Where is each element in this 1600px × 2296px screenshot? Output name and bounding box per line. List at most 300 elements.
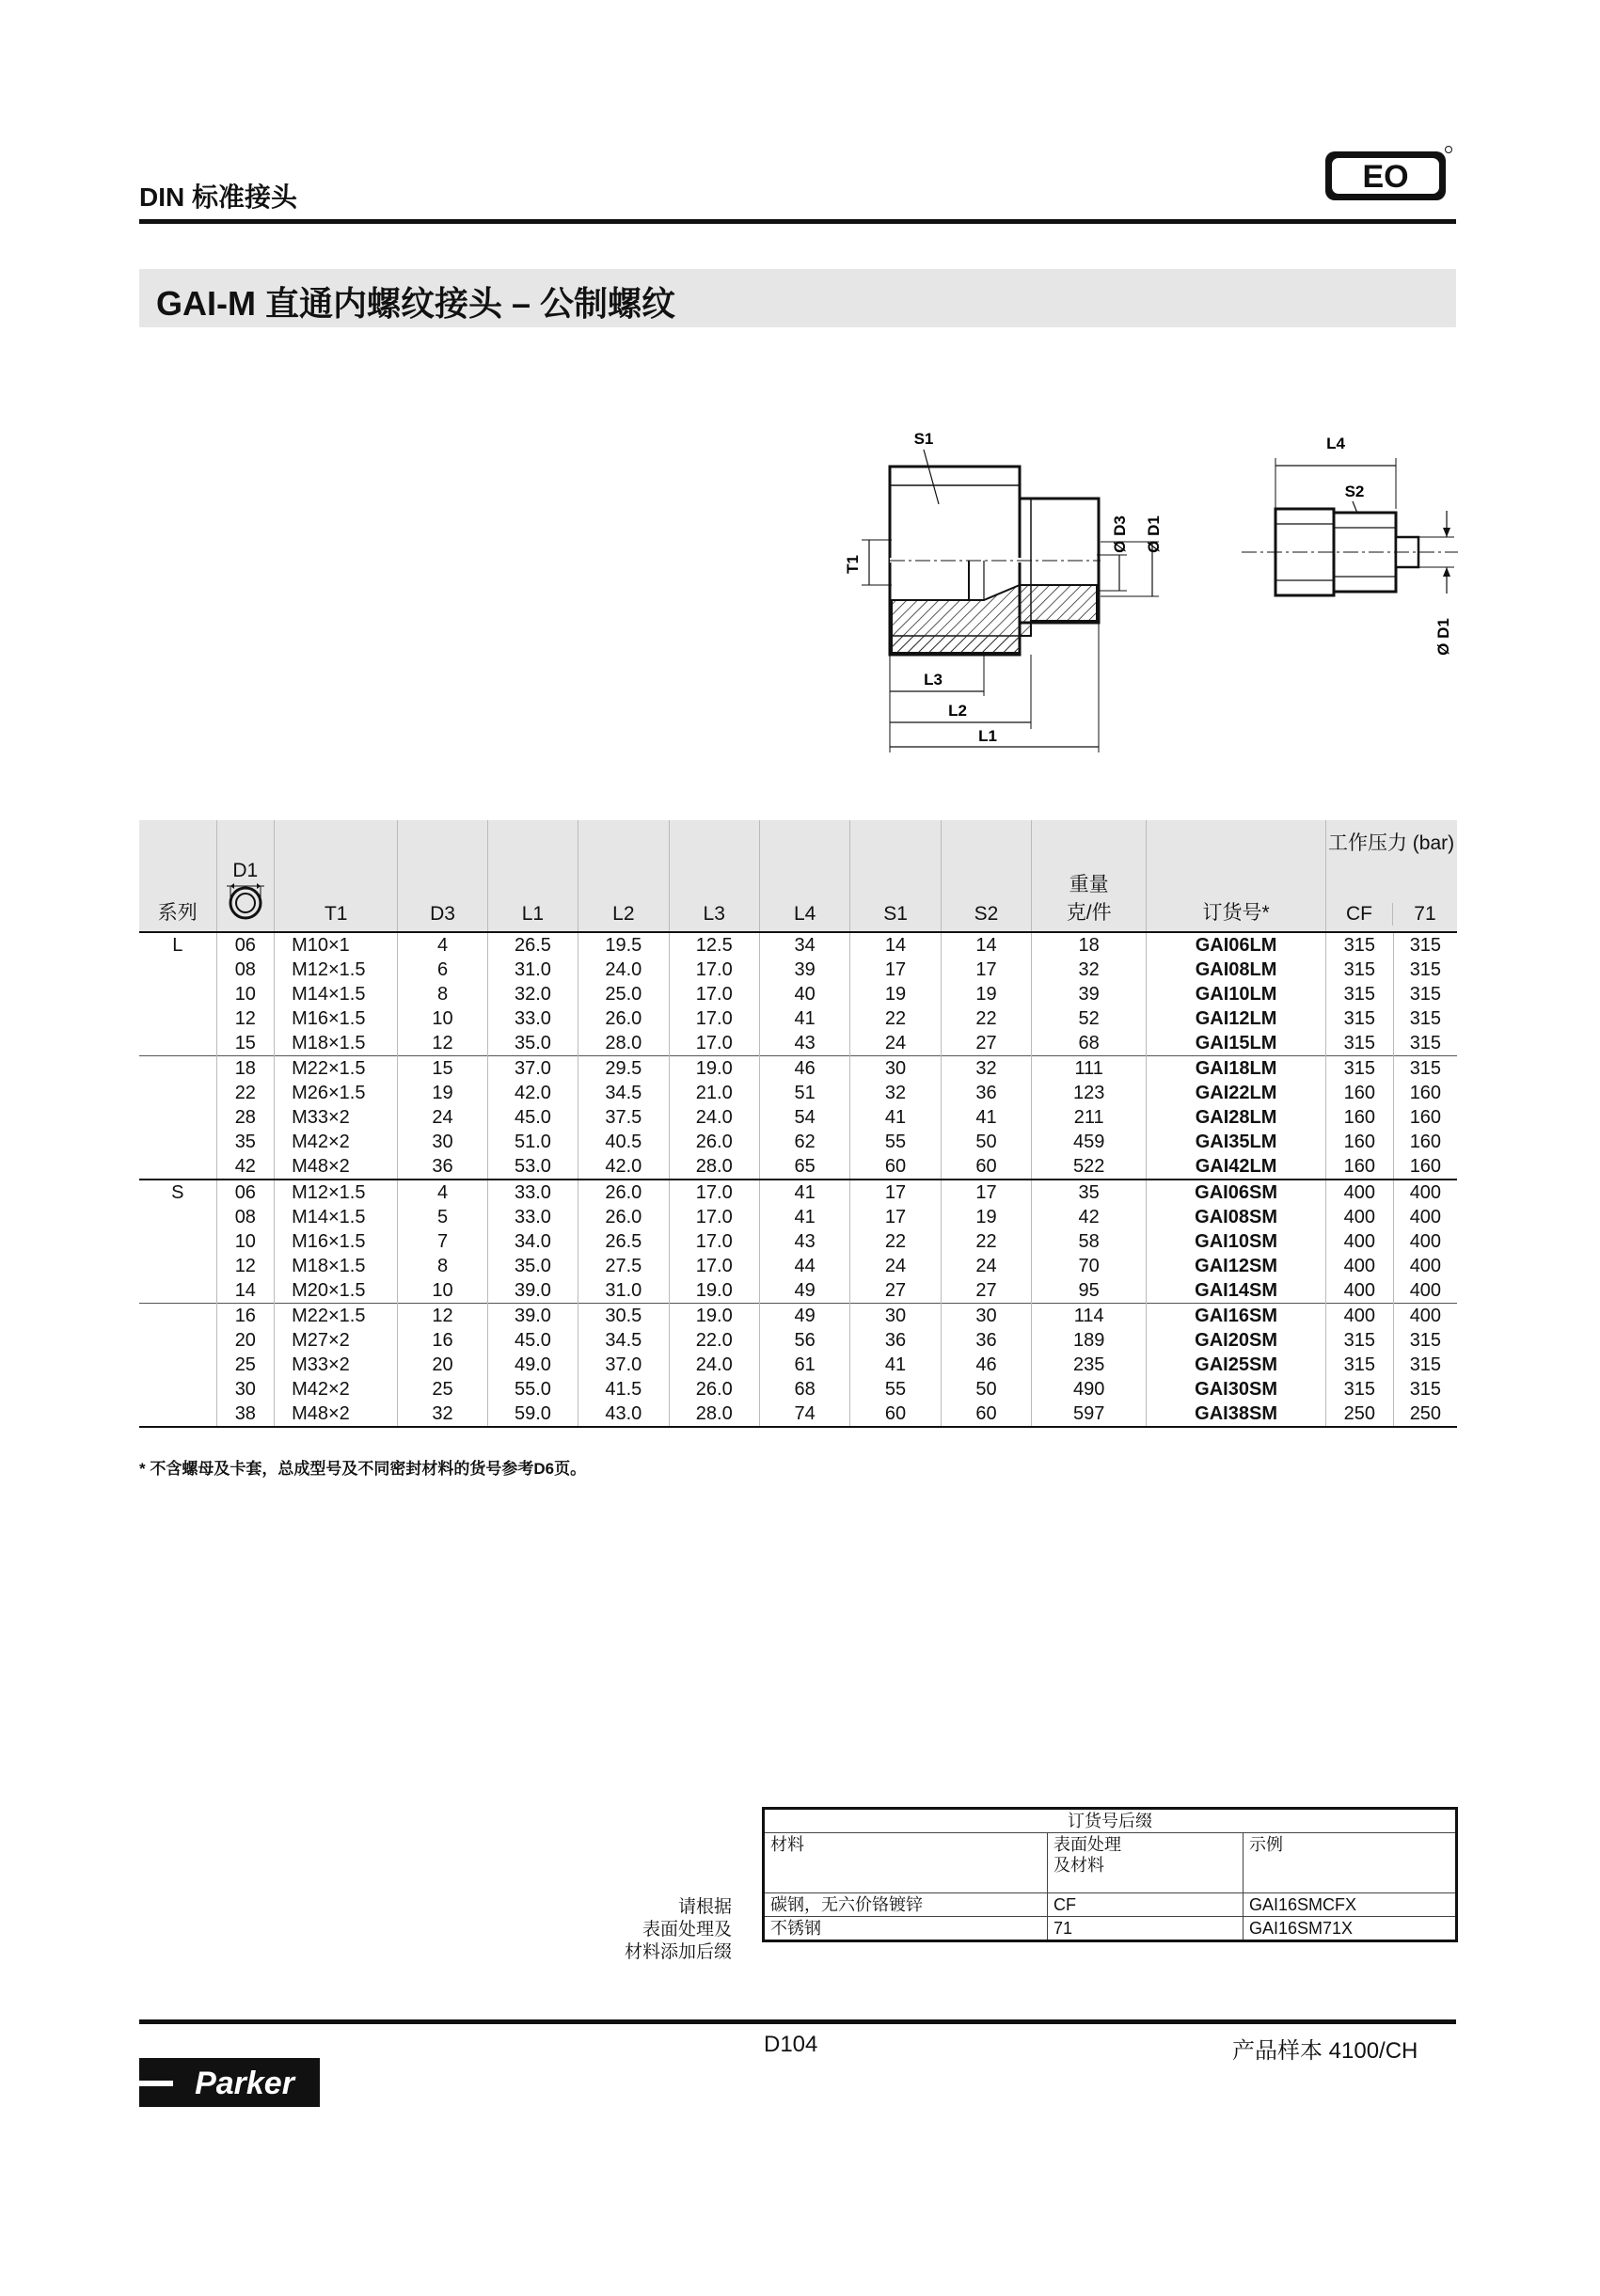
- cell-cf: 160: [1325, 1105, 1393, 1130]
- cell-l2: 25.0: [578, 982, 669, 1006]
- suffix-header-finish: 表面处理 及材料: [1048, 1833, 1244, 1893]
- cell-series: [139, 958, 216, 982]
- cell-s2: 32: [941, 1056, 1031, 1082]
- cell-d3: 4: [398, 1180, 487, 1205]
- cell-l4: 46: [759, 1056, 849, 1082]
- cell-series: [139, 1154, 216, 1180]
- cell-l3: 28.0: [669, 1401, 759, 1427]
- cell-l1: 32.0: [487, 982, 578, 1006]
- cell-s2: 22: [941, 1229, 1031, 1254]
- cell-s2: 60: [941, 1401, 1031, 1427]
- cell-series: [139, 1105, 216, 1130]
- cell-d3: 4: [398, 932, 487, 958]
- cell-l2: 42.0: [578, 1154, 669, 1180]
- cell-t1: M27×2: [275, 1328, 398, 1353]
- table-row: [139, 1229, 1457, 1254]
- cell-p71: 315: [1393, 1377, 1457, 1401]
- cell-order: GAI35LM: [1147, 1130, 1326, 1154]
- cell-t1: M18×1.5: [275, 1031, 398, 1056]
- cell-s2: 46: [941, 1353, 1031, 1377]
- cell-s1: 17: [850, 1180, 941, 1205]
- cell-l2: 26.0: [578, 1205, 669, 1229]
- cell-cf: 315: [1325, 1377, 1393, 1401]
- cell-d1: 22: [216, 1081, 275, 1105]
- cell-l1: 33.0: [487, 1180, 578, 1205]
- cell-d1: 18: [216, 1056, 275, 1082]
- col-series: 系列: [139, 820, 216, 932]
- cell-cf: 160: [1325, 1154, 1393, 1180]
- cell-l1: 55.0: [487, 1377, 578, 1401]
- cell-d1: 12: [216, 1254, 275, 1278]
- cell-weight: 58: [1032, 1229, 1147, 1254]
- table-row: [139, 1180, 1457, 1205]
- cell-weight: 111: [1032, 1056, 1147, 1082]
- cell-s2: 30: [941, 1304, 1031, 1329]
- section-title: DIN 标准接头: [139, 182, 298, 212]
- cell-cf: 315: [1325, 1328, 1393, 1353]
- cell-d3: 15: [398, 1056, 487, 1082]
- cell-d1: 12: [216, 1006, 275, 1031]
- cell-series: [139, 1006, 216, 1031]
- cell-d3: 20: [398, 1353, 487, 1377]
- cell-l1: 33.0: [487, 1006, 578, 1031]
- cell-s2: 17: [941, 958, 1031, 982]
- cell-d1: 08: [216, 1205, 275, 1229]
- cell-t1: M42×2: [275, 1130, 398, 1154]
- eo-logo-text: EO: [1362, 159, 1409, 195]
- cell-weight: 123: [1032, 1081, 1147, 1105]
- cell-cf: 315: [1325, 1006, 1393, 1031]
- cell-d1: 10: [216, 1229, 275, 1254]
- cell-d3: 10: [398, 1278, 487, 1304]
- cell-l3: 17.0: [669, 982, 759, 1006]
- cell-weight: 522: [1032, 1154, 1147, 1180]
- cell-l2: 40.5: [578, 1130, 669, 1154]
- cell-series: [139, 1081, 216, 1105]
- cell-l3: 17.0: [669, 1254, 759, 1278]
- cell-d3: 25: [398, 1377, 487, 1401]
- cell-l4: 61: [759, 1353, 849, 1377]
- cell-weight: 35: [1032, 1180, 1147, 1205]
- cell-l2: 30.5: [578, 1304, 669, 1329]
- cell-l2: 43.0: [578, 1401, 669, 1427]
- cell-d1: 14: [216, 1278, 275, 1304]
- cell-d1: 10: [216, 982, 275, 1006]
- cell-t1: M22×1.5: [275, 1304, 398, 1329]
- cell-order: GAI15LM: [1147, 1031, 1326, 1056]
- cell-l2: 34.5: [578, 1081, 669, 1105]
- cell-l2: 26.0: [578, 1180, 669, 1205]
- col-d1-label: D1: [232, 860, 259, 881]
- cell-s1: 55: [850, 1130, 941, 1154]
- table-row: [139, 1154, 1457, 1180]
- cell-d3: 10: [398, 1006, 487, 1031]
- cell-p71: 160: [1393, 1081, 1457, 1105]
- l4-label: L4: [1326, 435, 1345, 452]
- cell-t1: M20×1.5: [275, 1278, 398, 1304]
- cell-p71: 315: [1393, 1031, 1457, 1056]
- cell-l2: 24.0: [578, 958, 669, 982]
- cell-s2: 41: [941, 1105, 1031, 1130]
- cell-d3: 30: [398, 1130, 487, 1154]
- cell-l4: 39: [759, 958, 849, 982]
- cell-l4: 49: [759, 1304, 849, 1329]
- table-row: [139, 1105, 1457, 1130]
- cell-p71: 315: [1393, 982, 1457, 1006]
- cell-t1: M33×2: [275, 1105, 398, 1130]
- cell-order: GAI10SM: [1147, 1229, 1326, 1254]
- col-cf: CF: [1345, 903, 1372, 925]
- cell-d1: 15: [216, 1031, 275, 1056]
- suffix-header-example: 示例: [1244, 1833, 1457, 1893]
- cell-l2: 34.5: [578, 1328, 669, 1353]
- cell-p71: 315: [1393, 1328, 1457, 1353]
- cell-weight: 39: [1032, 982, 1147, 1006]
- cell-series: [139, 982, 216, 1006]
- cell-d3: 12: [398, 1031, 487, 1056]
- spec-table: [139, 820, 1457, 1428]
- cell-l1: 51.0: [487, 1130, 578, 1154]
- cell-d3: 16: [398, 1328, 487, 1353]
- cell-p71: 160: [1393, 1130, 1457, 1154]
- cell-l2: 37.5: [578, 1105, 669, 1130]
- cell-l4: 43: [759, 1031, 849, 1056]
- cell-series: [139, 1229, 216, 1254]
- cell-s1: 24: [850, 1254, 941, 1278]
- cell-l1: 39.0: [487, 1278, 578, 1304]
- table-row: [139, 1006, 1457, 1031]
- cell-l4: 43: [759, 1229, 849, 1254]
- suffix-cell: 不锈钢: [764, 1917, 1048, 1941]
- cell-l1: 49.0: [487, 1353, 578, 1377]
- parker-logo-text: Parker: [195, 2066, 294, 2101]
- footer-rule: [139, 2019, 1456, 2024]
- s2-label: S2: [1344, 483, 1365, 500]
- cell-order: GAI22LM: [1147, 1081, 1326, 1105]
- cell-l3: 24.0: [669, 1105, 759, 1130]
- cell-series: [139, 1377, 216, 1401]
- cell-order: GAI06LM: [1147, 932, 1326, 958]
- cell-l3: 17.0: [669, 958, 759, 982]
- s1-label: S1: [913, 430, 934, 448]
- cell-series: [139, 1205, 216, 1229]
- cell-l4: 41: [759, 1205, 849, 1229]
- table-row: [139, 1205, 1457, 1229]
- cell-d1: 06: [216, 1180, 275, 1205]
- cell-l3: 19.0: [669, 1304, 759, 1329]
- cell-cf: 250: [1325, 1401, 1393, 1427]
- cell-t1: M10×1: [275, 932, 398, 958]
- cell-l2: 29.5: [578, 1056, 669, 1082]
- cell-d3: 7: [398, 1229, 487, 1254]
- cell-cf: 400: [1325, 1254, 1393, 1278]
- suffix-note-line: 材料添加后缀: [624, 1942, 732, 1962]
- table-row: [139, 1081, 1457, 1105]
- cell-order: GAI28LM: [1147, 1105, 1326, 1130]
- cell-order: GAI16SM: [1147, 1304, 1326, 1329]
- cell-cf: 315: [1325, 932, 1393, 958]
- cell-p71: 400: [1393, 1180, 1457, 1205]
- cell-cf: 400: [1325, 1278, 1393, 1304]
- cell-s2: 27: [941, 1031, 1031, 1056]
- table-row: [139, 1328, 1457, 1353]
- fitting-section-drawing: [828, 423, 1204, 762]
- cell-p71: 160: [1393, 1105, 1457, 1130]
- cell-s1: 41: [850, 1353, 941, 1377]
- cell-s2: 27: [941, 1278, 1031, 1304]
- cell-l3: 17.0: [669, 1205, 759, 1229]
- suffix-cell: GAI16SMCFX: [1244, 1893, 1457, 1917]
- cell-series: [139, 1056, 216, 1082]
- cell-weight: 235: [1032, 1353, 1147, 1377]
- cell-d1: 35: [216, 1130, 275, 1154]
- cell-p71: 315: [1393, 1353, 1457, 1377]
- cell-t1: M42×2: [275, 1377, 398, 1401]
- fitting-assembly-drawing: [1242, 428, 1467, 701]
- cell-l4: 34: [759, 932, 849, 958]
- col-weight-bottom: 克/件: [1066, 902, 1112, 924]
- table-row: [139, 1056, 1457, 1082]
- suffix-note: [564, 1896, 732, 1964]
- cell-s1: 22: [850, 1229, 941, 1254]
- cell-order: GAI20SM: [1147, 1328, 1326, 1353]
- cell-order: GAI12LM: [1147, 1006, 1326, 1031]
- cell-l4: 56: [759, 1328, 849, 1353]
- cell-d1: 16: [216, 1304, 275, 1329]
- cell-l4: 44: [759, 1254, 849, 1278]
- cell-s2: 24: [941, 1254, 1031, 1278]
- l1-label: L1: [978, 727, 997, 745]
- cell-t1: M16×1.5: [275, 1006, 398, 1031]
- cell-s1: 17: [850, 958, 941, 982]
- cell-series: [139, 1278, 216, 1304]
- col-71: 71: [1392, 903, 1457, 926]
- cell-d1: 28: [216, 1105, 275, 1130]
- col-l3: L3: [669, 820, 759, 932]
- cell-d3: 24: [398, 1105, 487, 1130]
- cell-order: GAI10LM: [1147, 982, 1326, 1006]
- page-title: GAI-M 直通内螺纹接头 – 公制螺纹: [156, 284, 676, 323]
- cell-t1: M12×1.5: [275, 1180, 398, 1205]
- cell-l3: 17.0: [669, 1229, 759, 1254]
- cell-order: GAI18LM: [1147, 1056, 1326, 1082]
- cell-cf: 400: [1325, 1180, 1393, 1205]
- col-pressure-label: 工作压力 (bar): [1327, 832, 1455, 854]
- cell-order: GAI38SM: [1147, 1401, 1326, 1427]
- cell-s1: 30: [850, 1304, 941, 1329]
- cell-l1: 53.0: [487, 1154, 578, 1180]
- cell-l1: 34.0: [487, 1229, 578, 1254]
- cell-s2: 36: [941, 1328, 1031, 1353]
- cell-l3: 17.0: [669, 1180, 759, 1205]
- cell-d3: 36: [398, 1154, 487, 1180]
- cell-l2: 26.5: [578, 1229, 669, 1254]
- cell-l1: 33.0: [487, 1205, 578, 1229]
- cell-s2: 50: [941, 1130, 1031, 1154]
- cell-l1: 37.0: [487, 1056, 578, 1082]
- cell-weight: 189: [1032, 1328, 1147, 1353]
- table-row: [139, 1278, 1457, 1304]
- cell-weight: 18: [1032, 932, 1147, 958]
- col-weight: [1032, 820, 1147, 932]
- cell-t1: M48×2: [275, 1154, 398, 1180]
- cell-l1: 31.0: [487, 958, 578, 982]
- cell-d3: 32: [398, 1401, 487, 1427]
- cell-series: [139, 1401, 216, 1427]
- cell-order: GAI14SM: [1147, 1278, 1326, 1304]
- cell-s1: 30: [850, 1056, 941, 1082]
- cell-series: [139, 1031, 216, 1056]
- cell-s1: 14: [850, 932, 941, 958]
- cell-d3: 8: [398, 982, 487, 1006]
- col-t1: T1: [275, 820, 398, 932]
- col-l2: L2: [578, 820, 669, 932]
- table-row: [139, 1130, 1457, 1154]
- cell-l4: 51: [759, 1081, 849, 1105]
- cell-d1: 08: [216, 958, 275, 982]
- table-row: [139, 932, 1457, 958]
- col-d1: [216, 820, 275, 932]
- cell-cf: 400: [1325, 1304, 1393, 1329]
- l2-label: L2: [948, 702, 967, 720]
- cell-d3: 8: [398, 1254, 487, 1278]
- cell-l3: 21.0: [669, 1081, 759, 1105]
- cell-weight: 114: [1032, 1304, 1147, 1329]
- cell-l4: 68: [759, 1377, 849, 1401]
- cell-d1: 30: [216, 1377, 275, 1401]
- cell-p71: 315: [1393, 958, 1457, 982]
- cell-weight: 42: [1032, 1205, 1147, 1229]
- suffix-table-title: 订货号后缀: [764, 1809, 1457, 1833]
- cell-t1: M22×1.5: [275, 1056, 398, 1082]
- cell-p71: 315: [1393, 1056, 1457, 1082]
- cell-series: L: [172, 935, 183, 956]
- cell-l3: 26.0: [669, 1377, 759, 1401]
- cell-t1: M12×1.5: [275, 958, 398, 982]
- cell-d1: 06: [216, 932, 275, 958]
- cell-s2: 50: [941, 1377, 1031, 1401]
- col-s1: S1: [850, 820, 941, 932]
- cell-l1: 35.0: [487, 1031, 578, 1056]
- cell-l4: 54: [759, 1105, 849, 1130]
- cell-cf: 400: [1325, 1205, 1393, 1229]
- cell-order: GAI25SM: [1147, 1353, 1326, 1377]
- catalog-label: 产品样本 4100/CH: [1232, 2038, 1418, 2064]
- cell-weight: 52: [1032, 1006, 1147, 1031]
- cell-series: [139, 1254, 216, 1278]
- cell-l4: 65: [759, 1154, 849, 1180]
- footnote: * 不含螺母及卡套，总成型号及不同密封材料的货号参考D6页。: [139, 1460, 587, 1478]
- cell-p71: 400: [1393, 1229, 1457, 1254]
- cell-s1: 41: [850, 1105, 941, 1130]
- cell-s1: 22: [850, 1006, 941, 1031]
- cell-l3: 28.0: [669, 1154, 759, 1180]
- d1-label: Ø D1: [1145, 515, 1163, 553]
- cell-s2: 19: [941, 1205, 1031, 1229]
- cell-l2: 28.0: [578, 1031, 669, 1056]
- l3-label: L3: [924, 671, 943, 689]
- cell-s2: 36: [941, 1081, 1031, 1105]
- cell-t1: M16×1.5: [275, 1229, 398, 1254]
- cell-l2: 19.5: [578, 932, 669, 958]
- cell-p71: 160: [1393, 1154, 1457, 1180]
- suffix-cell: 碳钢，无六价铬镀锌: [764, 1893, 1048, 1917]
- col-l4: L4: [759, 820, 849, 932]
- page-number: D104: [764, 2032, 818, 2057]
- cell-s1: 36: [850, 1328, 941, 1353]
- suffix-note-line: 表面处理及: [642, 1920, 732, 1940]
- cell-weight: 597: [1032, 1401, 1147, 1427]
- cell-weight: 32: [1032, 958, 1147, 982]
- cell-l4: 41: [759, 1180, 849, 1205]
- cell-p71: 400: [1393, 1205, 1457, 1229]
- cell-l2: 26.0: [578, 1006, 669, 1031]
- cell-weight: 68: [1032, 1031, 1147, 1056]
- d3-label: Ø D3: [1111, 515, 1129, 553]
- cell-l1: 26.5: [487, 932, 578, 958]
- cell-l4: 62: [759, 1130, 849, 1154]
- cell-s1: 60: [850, 1401, 941, 1427]
- suffix-cell: GAI16SM71X: [1244, 1917, 1457, 1941]
- cell-weight: 70: [1032, 1254, 1147, 1278]
- cell-p71: 315: [1393, 1006, 1457, 1031]
- cell-order: GAI08LM: [1147, 958, 1326, 982]
- cell-cf: 160: [1325, 1081, 1393, 1105]
- cell-cf: 400: [1325, 1229, 1393, 1254]
- cell-l2: 37.0: [578, 1353, 669, 1377]
- cell-l3: 24.0: [669, 1353, 759, 1377]
- cell-p71: 400: [1393, 1304, 1457, 1329]
- cell-d1: 42: [216, 1154, 275, 1180]
- cell-cf: 315: [1325, 1056, 1393, 1082]
- table-row: [139, 1254, 1457, 1278]
- cell-s1: 55: [850, 1377, 941, 1401]
- cell-cf: 315: [1325, 1353, 1393, 1377]
- cell-l3: 19.0: [669, 1278, 759, 1304]
- cell-series: S: [139, 1180, 216, 1205]
- eo-logo: [1323, 144, 1454, 204]
- cell-t1: M48×2: [275, 1401, 398, 1427]
- cell-weight: 211: [1032, 1105, 1147, 1130]
- side-d1-label: Ø D1: [1434, 618, 1452, 656]
- table-row: [139, 982, 1457, 1006]
- cell-p71: 250: [1393, 1401, 1457, 1427]
- cell-l2: 41.5: [578, 1377, 669, 1401]
- cell-s2: 17: [941, 1180, 1031, 1205]
- cell-l3: 26.0: [669, 1130, 759, 1154]
- cell-cf: 315: [1325, 982, 1393, 1006]
- cell-l4: 40: [759, 982, 849, 1006]
- cell-l1: 39.0: [487, 1304, 578, 1329]
- cell-series: [139, 1353, 216, 1377]
- cell-series: [139, 1304, 216, 1329]
- cell-s1: 19: [850, 982, 941, 1006]
- cell-l3: 22.0: [669, 1328, 759, 1353]
- cell-cf: 315: [1325, 958, 1393, 982]
- cell-d3: 12: [398, 1304, 487, 1329]
- cell-cf: 160: [1325, 1130, 1393, 1154]
- cell-l4: 41: [759, 1006, 849, 1031]
- cell-l3: 17.0: [669, 1031, 759, 1056]
- cell-t1: M33×2: [275, 1353, 398, 1377]
- col-s2: S2: [941, 820, 1031, 932]
- cell-s2: 60: [941, 1154, 1031, 1180]
- cell-cf: 315: [1325, 1031, 1393, 1056]
- t1-label: T1: [844, 555, 862, 574]
- cell-l2: 31.0: [578, 1278, 669, 1304]
- cell-l3: 17.0: [669, 1006, 759, 1031]
- cell-s1: 17: [850, 1205, 941, 1229]
